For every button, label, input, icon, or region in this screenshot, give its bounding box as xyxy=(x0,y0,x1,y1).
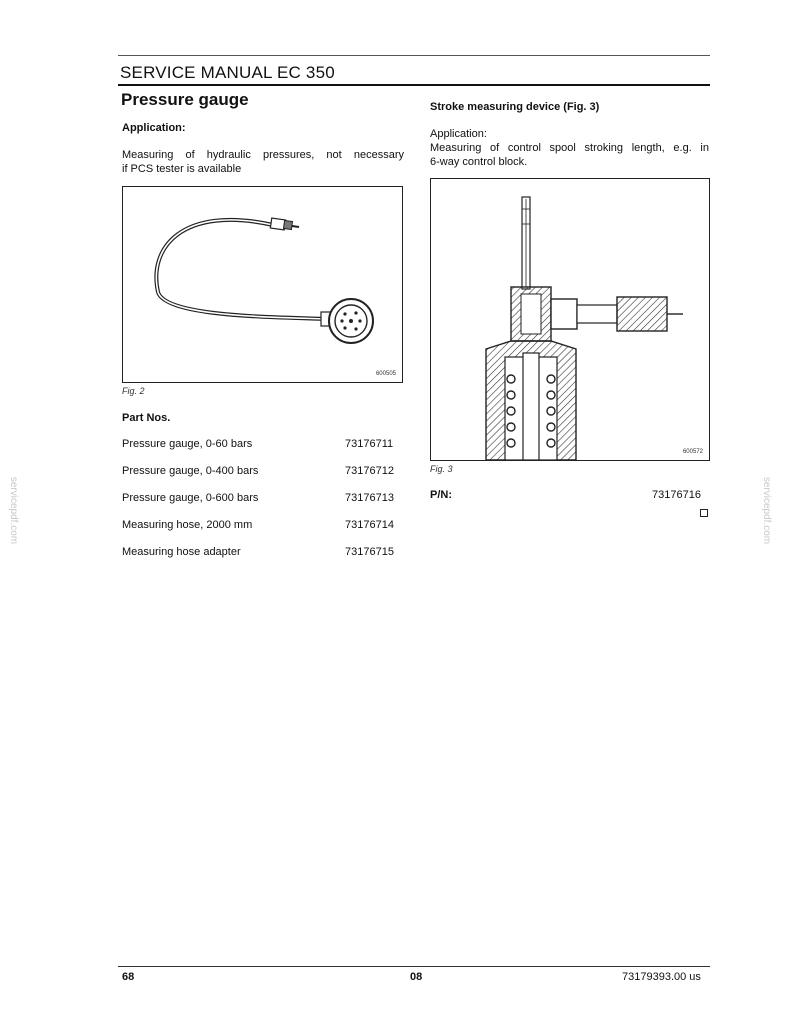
application-heading-left: Application: xyxy=(122,122,186,134)
pn-label: P/N: xyxy=(430,489,452,501)
application-text-left-line1: Measuring of hydraulic pressures, not necessary xyxy=(122,149,404,161)
part-name: Measuring hose, 2000 mm xyxy=(122,519,253,531)
watermark-left: servicepdf.com xyxy=(8,476,20,545)
figure-3-stroke-measuring-device xyxy=(430,178,710,461)
part-number: 73176711 xyxy=(345,438,394,450)
footer-page-number: 68 xyxy=(122,971,135,983)
application-text-left-line2: if PCS tester is available xyxy=(122,163,242,175)
application-heading-right: Application: xyxy=(430,128,487,140)
pressure-gauge-illustration xyxy=(123,187,402,382)
parts-heading: Part Nos. xyxy=(122,412,171,424)
application-text-right-line1: Measuring of control spool stroking length, e.g. in xyxy=(430,142,709,154)
part-number: 73176715 xyxy=(345,546,394,558)
parts-row xyxy=(122,492,402,506)
stroke-device-illustration xyxy=(431,179,709,460)
figure-2-caption: Fig. 2 xyxy=(122,386,145,396)
footer-doc-number: 73179393.00 us xyxy=(622,971,701,983)
parts-row xyxy=(122,546,402,560)
figure-3-id-code: 600572 xyxy=(682,449,703,455)
part-name: Measuring hose adapter xyxy=(122,546,241,558)
footer-section: 08 xyxy=(410,971,423,983)
part-number: 73176712 xyxy=(345,465,394,477)
end-of-section-square-icon xyxy=(700,509,708,517)
pn-value: 73176716 xyxy=(652,489,701,501)
part-name: Pressure gauge, 0-600 bars xyxy=(122,492,259,504)
figure-2-id-code: 600505 xyxy=(375,371,396,377)
part-number: 73176714 xyxy=(345,519,394,531)
application-text-right-line2: 6-way control block. xyxy=(430,156,528,168)
application-text-right xyxy=(430,141,709,169)
application-text-left xyxy=(122,148,404,176)
parts-row xyxy=(122,438,402,452)
part-name: Pressure gauge, 0-60 bars xyxy=(122,438,253,450)
watermark-right: servicepdf.com xyxy=(761,476,773,545)
part-number: 73176713 xyxy=(345,492,394,504)
section-title-pressure-gauge: Pressure gauge xyxy=(121,90,249,109)
footer-rule xyxy=(118,966,710,967)
figure-2-pressure-gauge xyxy=(122,186,403,383)
parts-row xyxy=(122,519,402,533)
parts-row xyxy=(122,465,402,479)
part-name: Pressure gauge, 0-400 bars xyxy=(122,465,259,477)
figure-3-caption: Fig. 3 xyxy=(430,464,453,474)
header-bottom-rule xyxy=(118,84,710,86)
manual-title: SERVICE MANUAL EC 350 xyxy=(120,63,335,82)
section-title-stroke-measuring-device: Stroke measuring device (Fig. 3) xyxy=(430,101,600,113)
header-top-rule xyxy=(118,55,710,56)
